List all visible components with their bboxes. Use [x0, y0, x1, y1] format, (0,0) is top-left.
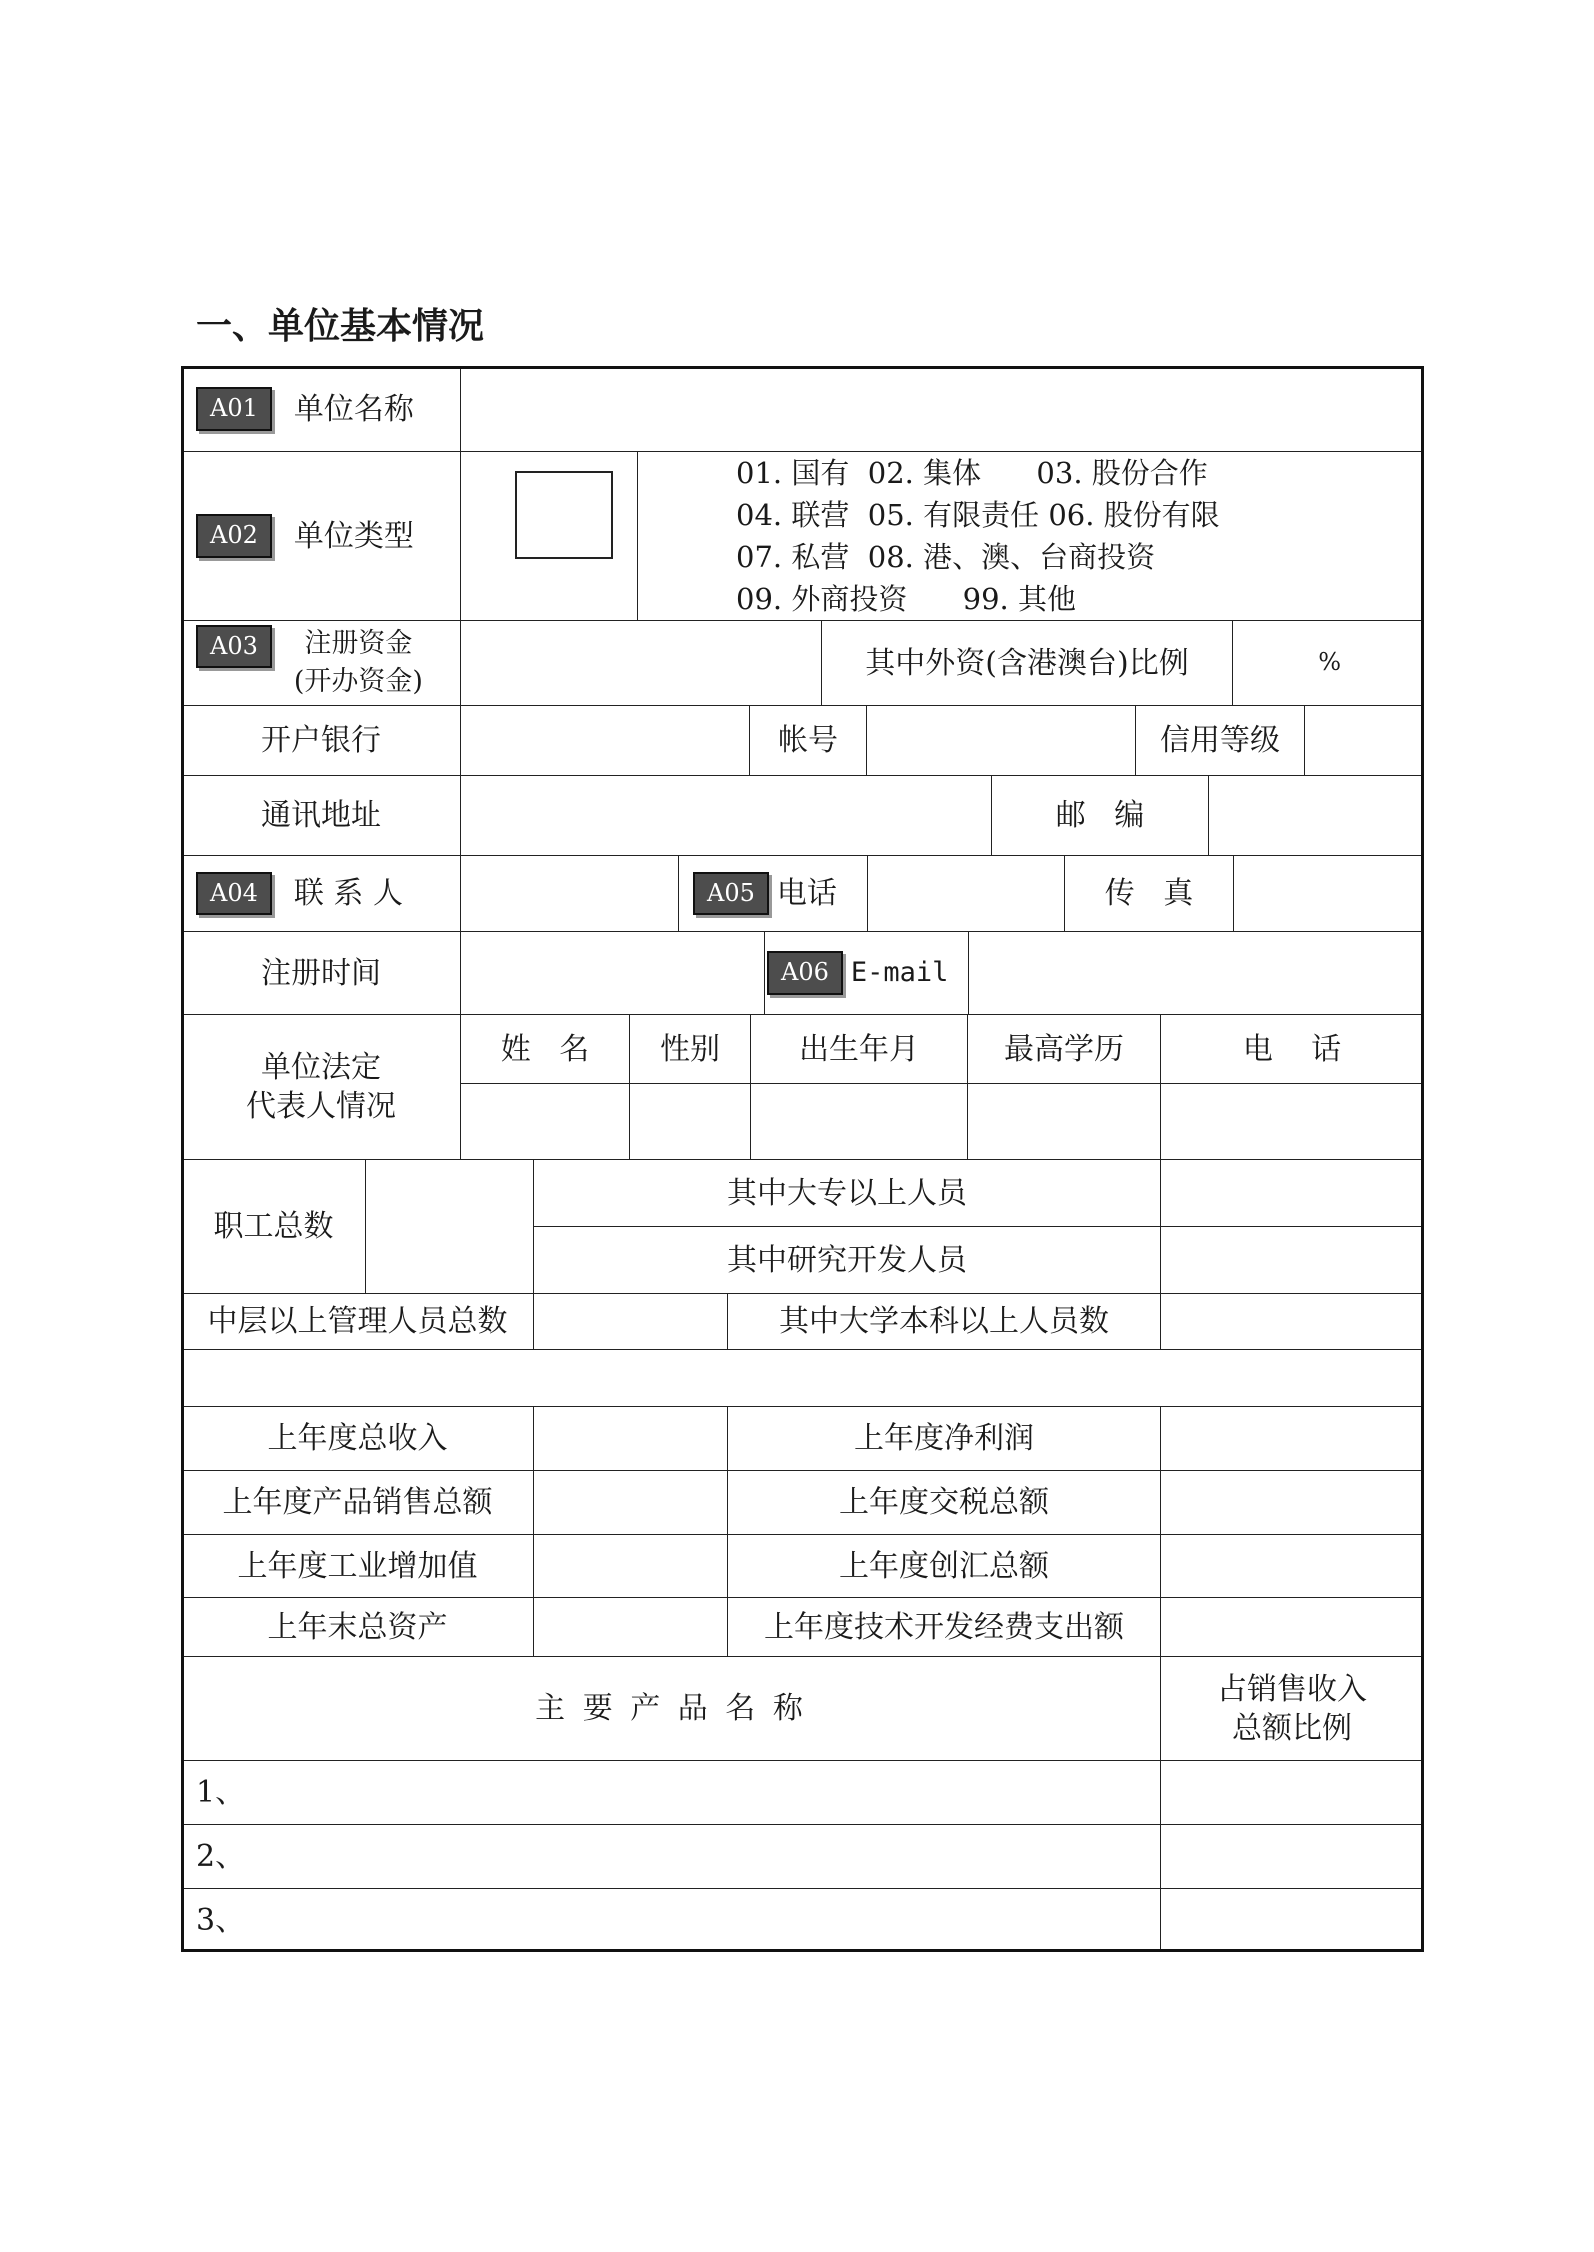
contact-label-cell: [181, 855, 461, 932]
legal-name-field[interactable]: [460, 1083, 630, 1160]
total-staff-label: 职工总数: [181, 1159, 366, 1294]
legal-rep-label-line1: 单位法定: [261, 1050, 381, 1085]
opening-capital-label: (开办资金): [293, 666, 423, 697]
postcode-label: 邮 编: [991, 775, 1209, 856]
code-badge-a05: A05: [693, 872, 769, 915]
bachelor-label: 其中大学本科以上人员数: [727, 1293, 1161, 1350]
finance-label-right: 上年度创汇总额: [727, 1534, 1161, 1598]
rd-staff-label: 其中研究开发人员: [533, 1226, 1161, 1294]
foreign-ratio-field[interactable]: [1232, 620, 1424, 706]
address-label: 通讯地址: [181, 775, 461, 856]
finance-label-left: 上年度总收入: [181, 1406, 534, 1471]
product-ratio-field[interactable]: [1160, 1888, 1424, 1952]
email-field[interactable]: [968, 931, 1424, 1015]
legal-header-name: 姓 名: [460, 1014, 630, 1084]
finance-field-right[interactable]: [1160, 1470, 1424, 1535]
bachelor-field[interactable]: [1160, 1293, 1424, 1350]
finance-field-right[interactable]: [1160, 1534, 1424, 1598]
legal-rep-label-line2: 代表人情况: [246, 1089, 396, 1124]
bank-label: 开户银行: [181, 705, 461, 776]
email-label: E-mail: [850, 957, 949, 989]
unit-type-option-4: 09. 外商投资 99. 其他: [736, 582, 1076, 616]
unit-name-field[interactable]: [460, 366, 1424, 452]
unit-name-label-cell: [181, 366, 461, 452]
legal-education-field[interactable]: [967, 1083, 1161, 1160]
legal-header-gender: 性别: [629, 1014, 751, 1084]
finance-label-right: 上年度净利润: [727, 1406, 1161, 1471]
product-item[interactable]: 3、: [181, 1888, 1161, 1952]
finance-field-left[interactable]: [533, 1597, 728, 1657]
product-item[interactable]: 2、: [181, 1824, 1161, 1889]
finance-label-left: 上年度工业增加值: [181, 1534, 534, 1598]
fax-label: 传 真: [1064, 855, 1234, 932]
phone-label: 电话: [776, 876, 837, 911]
contact-label: 联 系 人: [293, 876, 403, 911]
finance-field-right[interactable]: [1160, 1597, 1424, 1657]
registered-capital-label-cell: [181, 620, 461, 706]
credit-label: 信用等级: [1135, 705, 1305, 776]
unit-type-label-cell: [181, 451, 461, 621]
rd-staff-field[interactable]: [1160, 1226, 1424, 1294]
finance-field-left[interactable]: [533, 1406, 728, 1471]
blank-row: [181, 1349, 1424, 1407]
account-field[interactable]: [866, 705, 1136, 776]
legal-header-education: 最高学历: [967, 1014, 1161, 1084]
college-staff-label: 其中大专以上人员: [533, 1159, 1161, 1227]
registered-capital-field[interactable]: [460, 620, 822, 706]
bank-field[interactable]: [460, 705, 750, 776]
legal-birth-field[interactable]: [750, 1083, 968, 1160]
address-field[interactable]: [460, 775, 992, 856]
legal-header-phone: 电 话: [1160, 1014, 1424, 1084]
account-label: 帐号: [749, 705, 867, 776]
unit-type-option-3: 07. 私营 08. 港、澳、台商投资: [736, 540, 1156, 574]
registered-capital-label: 注册资金: [304, 628, 413, 660]
product-item[interactable]: 1、: [181, 1760, 1161, 1825]
finance-label-left: 上年末总资产: [181, 1597, 534, 1657]
legal-rep-label-cell: [181, 1014, 461, 1160]
total-staff-field[interactable]: [365, 1159, 534, 1294]
credit-field[interactable]: [1304, 705, 1424, 776]
phone-field[interactable]: [867, 855, 1065, 932]
legal-header-birth: 出生年月: [750, 1014, 968, 1084]
unit-name-label: 单位名称: [293, 391, 414, 427]
college-staff-field[interactable]: [1160, 1159, 1424, 1227]
code-badge-a02: A02: [196, 514, 272, 557]
ratio-header-line1: 占销售收入: [1217, 1671, 1367, 1707]
foreign-ratio-label: 其中外资(含港澳台)比例: [821, 620, 1233, 706]
percent-sign: %: [1318, 648, 1341, 677]
finance-label-left: 上年度产品销售总额: [181, 1470, 534, 1535]
products-ratio-header: [1160, 1656, 1424, 1761]
management-label: 中层以上管理人员总数: [181, 1293, 534, 1350]
contact-field[interactable]: [460, 855, 679, 932]
postcode-field[interactable]: [1208, 775, 1424, 856]
finance-field-left[interactable]: [533, 1470, 728, 1535]
management-field[interactable]: [533, 1293, 728, 1350]
ratio-header-line2: 总额比例: [1232, 1710, 1352, 1746]
phone-label-cell: [678, 855, 868, 932]
unit-type-checkbox[interactable]: [515, 471, 613, 559]
finance-field-right[interactable]: [1160, 1406, 1424, 1471]
code-badge-a04: A04: [196, 872, 272, 915]
unit-type-option-1: 01. 国有 02. 集体 03. 股份合作: [736, 456, 1208, 490]
unit-type-label: 单位类型: [293, 518, 414, 554]
email-label-cell: [764, 931, 969, 1015]
products-header: 主 要 产 品 名 称: [181, 1656, 1161, 1761]
code-badge-a03: A03: [196, 625, 272, 668]
unit-type-option-2: 04. 联营 05. 有限责任 06. 股份有限: [736, 498, 1220, 532]
registration-time-label: 注册时间: [181, 931, 461, 1015]
product-ratio-field[interactable]: [1160, 1824, 1424, 1889]
code-badge-a01: A01: [196, 387, 272, 430]
product-ratio-field[interactable]: [1160, 1760, 1424, 1825]
legal-phone-field[interactable]: [1160, 1083, 1424, 1160]
finance-label-right: 上年度技术开发经费支出额: [727, 1597, 1161, 1657]
registration-time-field[interactable]: [460, 931, 765, 1015]
code-badge-a06: A06: [767, 951, 843, 994]
finance-label-right: 上年度交税总额: [727, 1470, 1161, 1535]
fax-field[interactable]: [1233, 855, 1424, 932]
section-title: 一、单位基本情况: [196, 306, 485, 347]
finance-field-left[interactable]: [533, 1534, 728, 1598]
legal-gender-field[interactable]: [629, 1083, 751, 1160]
